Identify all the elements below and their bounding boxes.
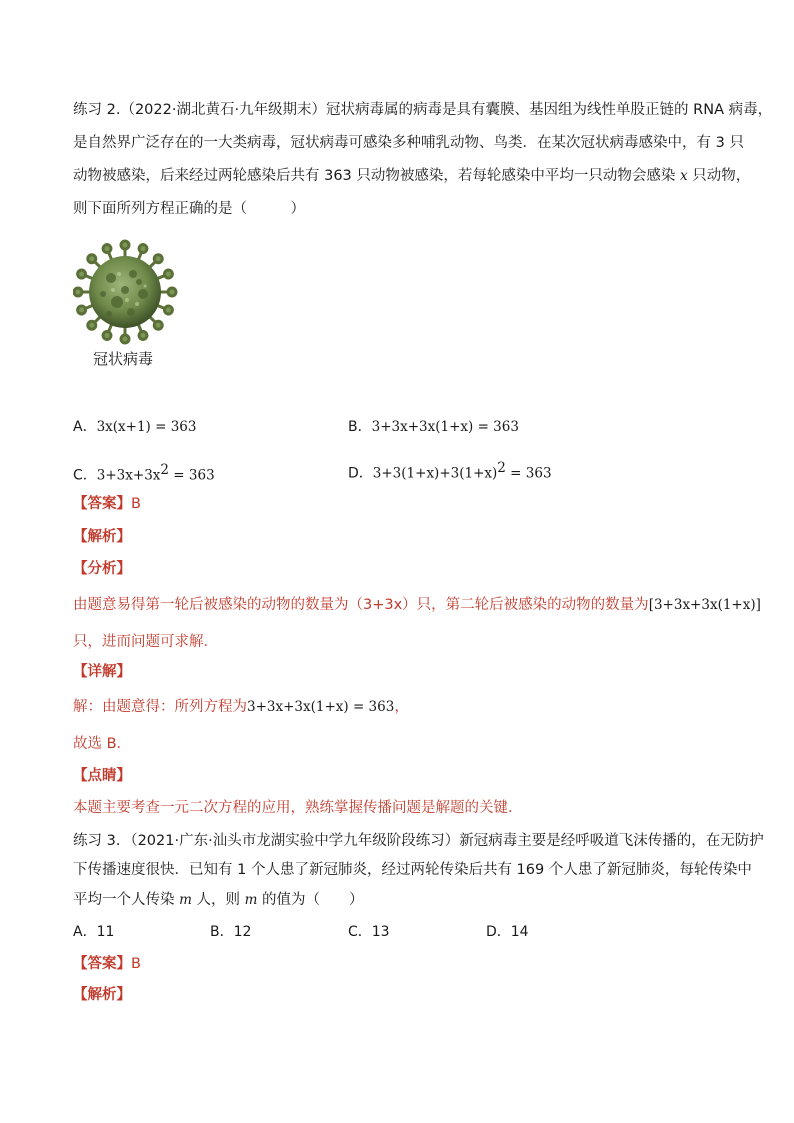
image-caption: 冠状病毒 xyxy=(93,350,154,368)
q2-var-x: x xyxy=(680,168,688,184)
q2-line-3b: 只动物， xyxy=(687,168,751,184)
option-d-math-post: = 363 xyxy=(505,465,552,482)
q2-fenxi-line-2: 只，进而问题可求解． xyxy=(73,634,218,650)
q2-point-text: 本题主要考查一元二次方程的应用，熟练掌握传播问题是解题的关键． xyxy=(73,800,523,816)
q3-option-b: B．12 xyxy=(210,924,252,940)
q2-fenxi-line-1 xyxy=(73,595,761,615)
q2-line-2: 是自然界广泛存在的一大类病毒，冠状病毒可感染多种哺乳动物、鸟类．在某次冠状病毒感染中，有 3 只 xyxy=(73,135,744,151)
q2-line-3 xyxy=(73,166,750,186)
q2-answer-tag: 【答案】 xyxy=(73,496,131,512)
q3-line-3a: 平均一个人传染 xyxy=(73,892,180,908)
q2-line-4: 则下面所列方程正确的是（ ） xyxy=(73,201,305,217)
q3-line-3c: 的值为（ ） xyxy=(257,892,364,908)
option-b xyxy=(348,417,519,437)
option-b-math: 3+3x+3x(1+x) = 363 xyxy=(371,419,519,435)
q2-detail-text: 解：由题意得：所列方程为 xyxy=(73,699,247,715)
q2-fenxi-math: [3+3x+3x(1+x)] xyxy=(648,597,761,613)
q2-detail-end: ， xyxy=(394,699,409,715)
q2-detail-line-2: 故选 B． xyxy=(73,736,132,752)
option-c-sup: 2 xyxy=(160,462,169,478)
option-d-sup: 2 xyxy=(497,460,506,476)
q3-line-1: 练习 3．（2021·广东·汕头市龙湖实验中学九年级阶段练习）新冠病毒主要是经呼吸道飞沫传播的，在无防护 xyxy=(73,833,764,849)
q3-option-d: D．14 xyxy=(486,924,529,940)
q2-answer xyxy=(73,494,141,514)
option-d-math-pre: 3+3(1+x)+3(1+x) xyxy=(372,465,498,482)
option-c-label: C． xyxy=(73,467,97,484)
q2-answer-value: B xyxy=(131,496,141,512)
q3-option-c: C．13 xyxy=(348,924,390,940)
q2-detail-tag: 【详解】 xyxy=(73,664,131,680)
q2-line-1: 练习 2.（2022·湖北黄石·九年级期末）冠状病毒属的病毒是具有囊膜、基因组为线性单股正链的 RNA 病毒， xyxy=(73,102,773,118)
q2-line-3a: 动物被感染，后来经过两轮感染后共有 363 只动物被感染，若每轮感染中平均一只动物会感染 xyxy=(73,168,680,184)
q2-fenxi-tag: 【分析】 xyxy=(73,561,131,577)
option-a-math: 3x(x+1) = 363 xyxy=(96,419,197,435)
q3-var-m: m xyxy=(179,892,192,908)
q3-var-m-2: m xyxy=(244,892,258,908)
q2-detail-math: 3+3x+3x(1+x) = 363 xyxy=(247,699,395,715)
q3-line-3b: 人，则 xyxy=(191,892,245,908)
option-c-math-pre: 3+3x+3x xyxy=(96,467,161,484)
q3-answer-value: B xyxy=(131,956,141,972)
option-a-label: A． xyxy=(73,419,97,435)
coronavirus-image xyxy=(73,238,178,346)
option-b-label: B． xyxy=(348,419,372,435)
option-c xyxy=(73,460,215,486)
q3-line-2: 下传播速度很快．已知有 1 个人患了新冠肺炎，经过两轮传染后共有 169 个人患了新冠肺炎，每轮传染中 xyxy=(73,862,752,878)
q3-answer xyxy=(73,954,141,974)
option-d-label: D． xyxy=(348,465,373,482)
q2-analysis-tag: 【解析】 xyxy=(73,529,131,545)
q3-answer-tag: 【答案】 xyxy=(73,956,131,972)
q2-fenxi-text: 由题意易得第一轮后被感染的动物的数量为（3+3x）只，第二轮后被感染的动物的数量为 xyxy=(73,597,649,613)
option-d xyxy=(348,458,552,484)
q3-line-3 xyxy=(73,890,364,910)
option-c-math-post: = 363 xyxy=(169,467,215,484)
q2-detail-line-1 xyxy=(73,697,409,717)
option-a xyxy=(73,417,197,437)
q3-analysis-tag: 【解析】 xyxy=(73,987,131,1003)
q2-point-tag: 【点睛】 xyxy=(73,768,131,784)
q3-option-a: A．11 xyxy=(73,924,115,940)
